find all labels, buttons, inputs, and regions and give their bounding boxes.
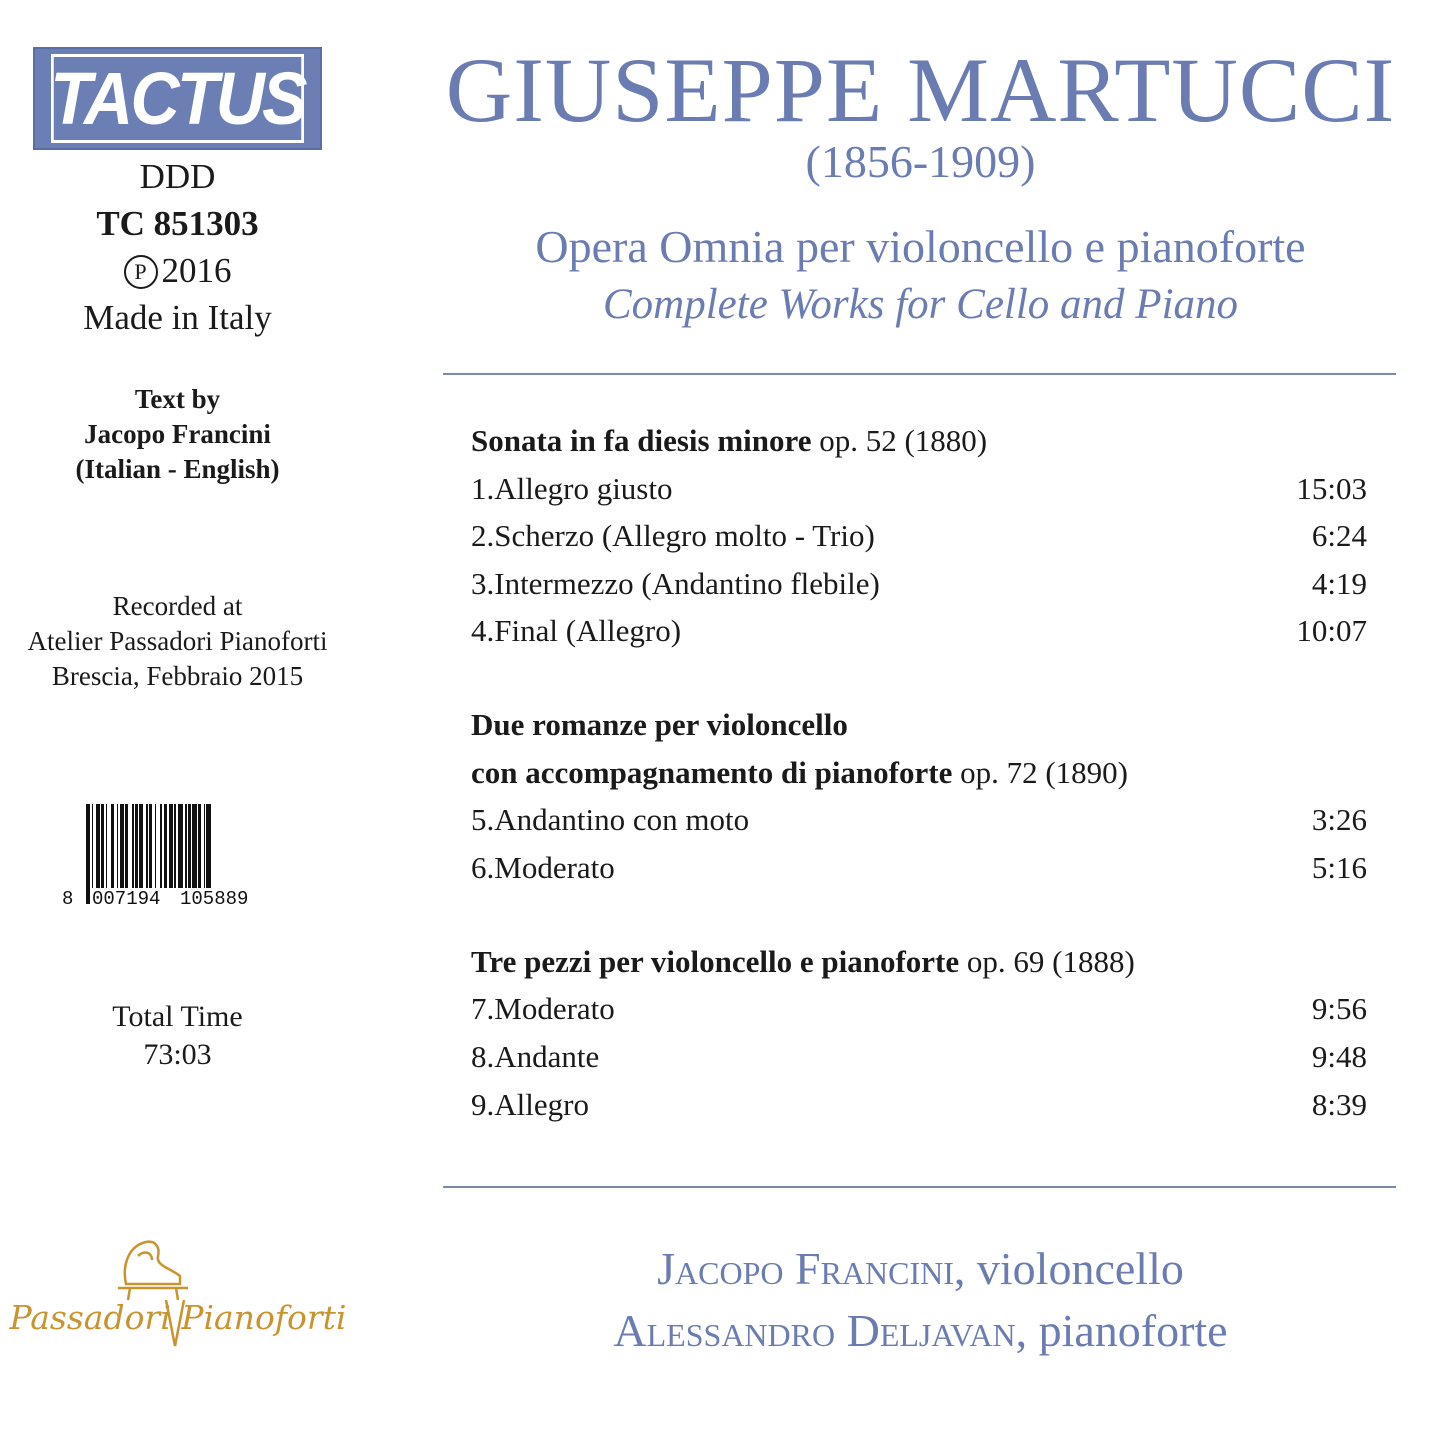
barcode-bar [132, 804, 133, 888]
barcode-bar [111, 804, 114, 888]
track-row [471, 796, 1367, 843]
work-opus: op. 52 (1880) [819, 423, 988, 458]
passadori-brand: Passadori Pianoforti [9, 1298, 347, 1337]
barcode-bar [146, 804, 147, 888]
work-title-line2 [471, 749, 1371, 796]
barcode-bar [125, 804, 128, 888]
tactus-logo [33, 47, 322, 150]
barcode-bar [169, 804, 173, 888]
track-row [471, 1033, 1367, 1080]
text-languages: (Italian - English) [75, 454, 280, 484]
recorded-at-label: Recorded at [112, 591, 243, 621]
track-duration: 3:26 [1311, 802, 1367, 837]
track-duration: 8:39 [1311, 1087, 1367, 1122]
barcode-bar [192, 804, 196, 888]
work-title [471, 938, 1371, 985]
barcode-bar [135, 804, 138, 888]
top-divider [443, 373, 1396, 375]
total-time-value: 73:03 [143, 1038, 212, 1071]
barcode-bar [139, 804, 143, 888]
track-row [471, 465, 1367, 512]
work-title [471, 417, 1371, 464]
barcode-bar [106, 804, 107, 888]
barcode-bar [185, 804, 186, 888]
logo-text: TACTUS [51, 54, 304, 143]
barcode-bar [178, 804, 182, 888]
recording-place-date: Brescia, Febbraio 2015 [51, 661, 304, 691]
track-duration: 6:24 [1311, 518, 1367, 553]
work-name-cont: con accompagnamento di pianoforte [471, 755, 953, 790]
text-author: Jacopo Francini [84, 419, 271, 449]
passadori-logo [8, 1236, 348, 1356]
track-duration: 10:07 [1296, 613, 1367, 648]
barcode-bar [155, 804, 156, 888]
barcode-bar [198, 804, 201, 888]
barcode-bar [120, 804, 124, 888]
subtitle-italian: Opera Omnia per violoncello e pianoforte [535, 221, 1306, 272]
work-name: Due romanze per violoncello [471, 707, 848, 742]
work-name: Sonata in fa diesis minore [471, 423, 812, 458]
track-row [471, 560, 1367, 607]
track-title: 7.Moderato [471, 991, 615, 1026]
catalog-number: TC 851303 [96, 204, 259, 243]
barcode [60, 804, 290, 908]
format-code: DDD [139, 157, 216, 196]
work-name: Tre pezzi per violoncello e pianoforte [471, 944, 960, 979]
release-year: 2016 [161, 251, 232, 290]
work-opus: op. 72 (1890) [960, 755, 1128, 790]
barcode-bar [96, 804, 100, 888]
barcode-bar [160, 804, 161, 888]
phonogram-icon: P [124, 255, 158, 289]
track-title: 3.Intermezzo (Andantino flebile) [471, 566, 880, 601]
track-title: 8.Andante [471, 1039, 600, 1074]
composer-years: (1856-1909) [805, 136, 1036, 187]
track-row [471, 512, 1367, 559]
piano-icon [108, 1236, 198, 1302]
track-title: 4.Final (Allegro) [471, 613, 682, 648]
performer-cellist [443, 1238, 1398, 1300]
barcode-group-1: 007194 [92, 888, 161, 910]
track-row [471, 1081, 1367, 1128]
track-title: 6.Moderato [471, 850, 615, 885]
track-row [471, 844, 1367, 891]
composer-name: GIUSEPPE MARTUCCI [445, 39, 1396, 141]
barcode-bar [164, 804, 167, 888]
track-duration: 5:16 [1311, 850, 1367, 885]
work-title [471, 701, 1371, 748]
track-title: 5.Andantino con moto [471, 802, 750, 837]
barcode-bar [101, 804, 104, 888]
performer-role: , violoncello [953, 1243, 1184, 1294]
performer-name: Alessandro Deljavan [613, 1305, 1016, 1356]
track-duration: 4:19 [1311, 566, 1367, 601]
recording-venue: Atelier Passadori Pianoforti [27, 626, 328, 656]
work-opus: op. 69 (1888) [966, 944, 1135, 979]
origin-text: Made in Italy [83, 298, 272, 337]
track-duration: 9:56 [1311, 991, 1367, 1026]
barcode-lead-digit: 8 [62, 888, 74, 910]
performer-name: Jacopo Francini [657, 1243, 954, 1294]
performer-pianist [443, 1300, 1398, 1362]
track-row [471, 607, 1367, 654]
text-by-label: Text by [134, 384, 221, 414]
barcode-bar [174, 804, 175, 888]
track-duration: 15:03 [1296, 471, 1367, 506]
track-title: 9.Allegro [471, 1087, 589, 1122]
total-time-label: Total Time [112, 1000, 243, 1033]
barcode-group-2: 105889 [180, 888, 249, 910]
performer-role: , pianoforte [1015, 1305, 1228, 1356]
bottom-divider [443, 1186, 1396, 1188]
track-row [471, 985, 1367, 1032]
subtitle-english: Complete Works for Cello and Piano [602, 281, 1239, 328]
barcode-bar [188, 804, 191, 888]
track-title: 2.Scherzo (Allegro molto - Trio) [471, 518, 875, 553]
track-duration: 9:48 [1311, 1039, 1367, 1074]
track-title: 1.Allegro giusto [471, 471, 673, 506]
barcode-bar [117, 804, 118, 888]
phonogram-line [0, 247, 355, 294]
